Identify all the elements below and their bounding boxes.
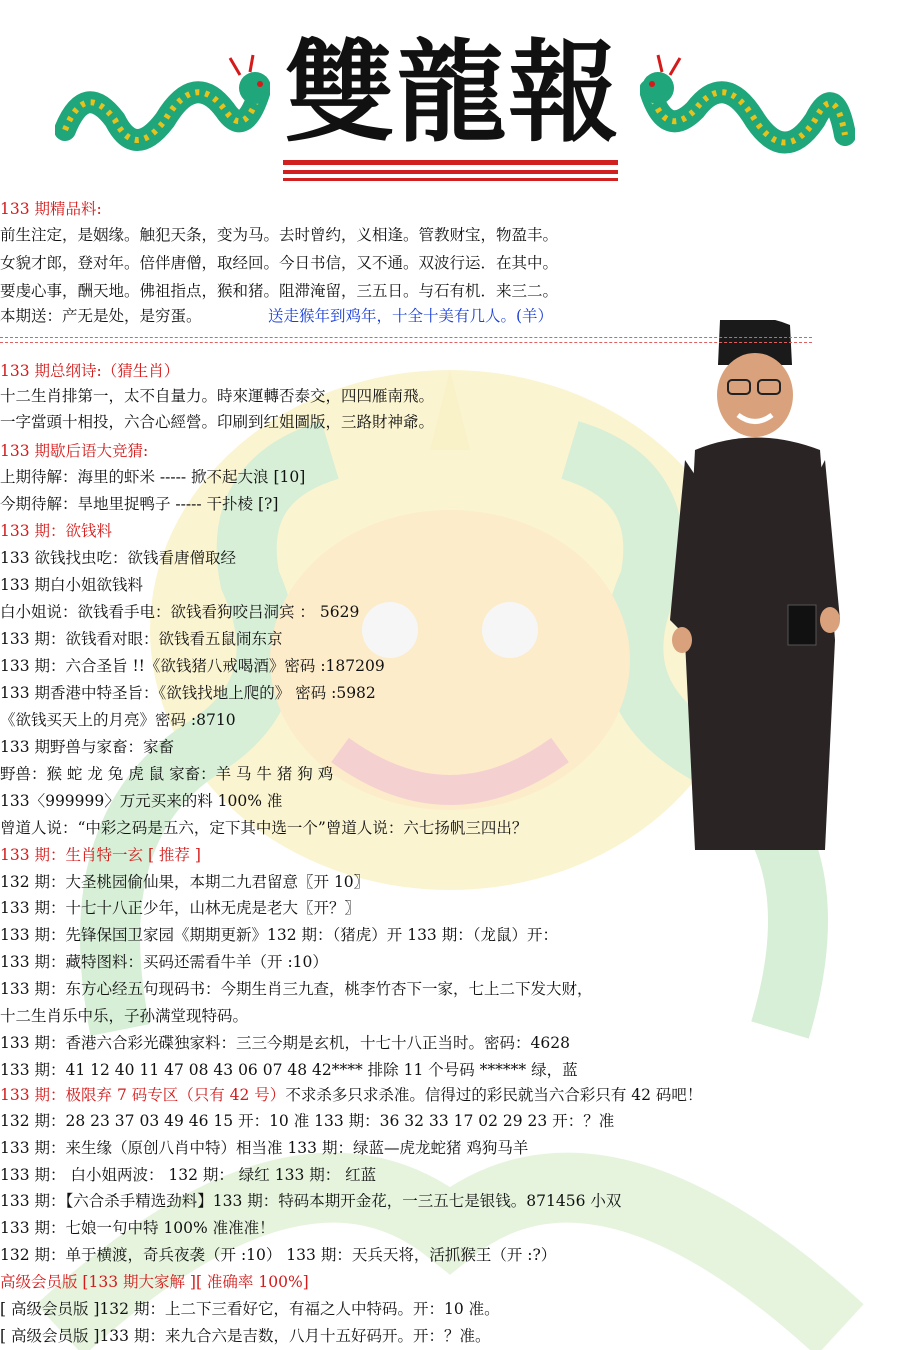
- text-line: 133 欲钱找虫吃：欲钱看唐僧取经: [0, 549, 237, 567]
- man-portrait-image: [670, 320, 845, 850]
- text-line: 133 期：香港六合彩光碟独家料：三三今期是玄机，十七十八正当时。密码：4628: [0, 1034, 570, 1052]
- text-line: 133 期：先锋保国卫家园《期期更新》132 期：（猪虎）开 133 期：（龙鼠）开：: [0, 926, 558, 944]
- title-underline: [283, 160, 618, 165]
- dashed-divider: [0, 337, 812, 343]
- text-line: 133 期：41 12 40 11 47 08 43 06 07 48 42**** 排除 11 个号码 ****** 绿，蓝: [0, 1061, 578, 1079]
- text-line: 白小姐说：欲钱看手电：欲钱看狗咬吕洞宾 ： 5629: [0, 603, 360, 621]
- text-line: 132 期：大圣桃园偷仙果，本期二九君留意〖开 10〗: [0, 873, 370, 891]
- text-line: 133 期：藏特图料：买码还需看牛羊（开 :10）: [0, 953, 328, 971]
- text-line: 十二生肖乐中乐，子孙满堂现特码。: [0, 1007, 249, 1025]
- title-underline: [283, 170, 618, 174]
- title-underline: [283, 178, 618, 181]
- text-line: [ 高级会员版 ]133 期：来九合六是吉数，八月十五好码开。开：？准。: [0, 1327, 491, 1345]
- text-line: 133 期总纲诗:（猜生肖）: [0, 362, 180, 380]
- text-line: [0, 1084, 702, 1106]
- text-line: 133〈999999〉万元买来的料 100% 准: [0, 792, 283, 810]
- text-line: 曾道人说：“中彩之码是五六，定下其中选一个”曾道人说：六七扬帆三四出？: [0, 819, 528, 837]
- text-line: 前生注定，是姻缘。触犯天条，变为马。去时曾约，义相逢。管教财宝，物盈丰。: [0, 226, 559, 244]
- text-line: 《欲钱买天上的月亮》密码 :8710: [0, 711, 236, 729]
- text-red: 极限弃 7 码专区（只有 42 号）: [65, 1086, 286, 1104]
- text-plain: 不求杀多只求杀准。信得过的彩民就当六合彩只有 42 码吧！: [285, 1086, 703, 1104]
- text-line: 女貌才郎，登对年。倍伴唐僧，取经回。今日书信，又不通。双波行运．在其中。: [0, 254, 559, 272]
- text-line: 133 期：欲钱料: [0, 522, 113, 540]
- newspaper-title: 雙龍報: [284, 28, 621, 157]
- text-line: 上期待解：海里的虾米 ----- 掀不起大浪 [10]: [0, 468, 306, 486]
- text-line: 一字當頭十相投，六合心經營。印刷到红姐圖版，三路財神爺。: [0, 413, 435, 431]
- text-line: 133 期： 白小姐两波： 132 期： 绿红 133 期： 红蓝: [0, 1166, 377, 1184]
- text-line: 133 期野兽与家畜：家畜: [0, 738, 175, 756]
- text-line: 133 期白小姐欲钱料: [0, 576, 144, 594]
- text-line: 133 期歇后语大竞猜:: [0, 442, 149, 460]
- text-line: 本期送：产无是处，是穷蛋。: [0, 307, 202, 325]
- text-line: 133 期：生肖特一玄 [ 推荐 ]: [0, 846, 201, 864]
- text-line: 野兽：猴 蛇 龙 兔 虎 鼠 家畜：羊 马 牛 猪 狗 鸡: [0, 765, 334, 783]
- text-line: 133 期：东方心经五句现码书：今期生肖三九查，桃李竹杏下一家，七上二下发大财，: [0, 980, 593, 998]
- text-line: 132 期：28 23 37 03 49 46 15 开：10 准 133 期：36 32 33 17 02 29 23 开：？准: [0, 1112, 615, 1130]
- text-line: [ 高级会员版 ]132 期：上二下三看好它，有福之人中特码。开：10 准。: [0, 1300, 500, 1318]
- masthead: [0, 0, 900, 195]
- text-line: 133 期精品料:: [0, 200, 102, 218]
- text-line: 133 期：十七十八正少年，山林无虎是老大〖开？〗: [0, 899, 361, 917]
- text-line: 133 期：来生缘（原创八肖中特）相当准 133 期：绿蓝—虎龙蛇猪 鸡狗马羊: [0, 1139, 529, 1157]
- text-line: 十二生肖排第一，太不自量力。時來運轉否泰交，四四雁南飛。: [0, 387, 435, 405]
- text-line: 132 期：单于横渡，奇兵夜袭（开 :10） 133 期：天兵天将，活抓猴王（开 :?）: [0, 1246, 557, 1264]
- text-line: 今期待解：旱地里捉鸭子 ----- 干扑棱 [?]: [0, 495, 279, 513]
- text-line: 高级会员版 [133 期大家解 ][ 准确率 100%]: [0, 1273, 309, 1291]
- text-line: 133 期：欲钱看对眼：欲钱看五鼠闹东京: [0, 630, 283, 648]
- text-line: 133 期：六合圣旨 !!《欲钱猪八戒喝酒》密码 :187209: [0, 657, 385, 675]
- text-line: 要虔心事，酬天地。佛祖指点，猴和猪。阻滞淹留，三五日。与石有机．来三二。: [0, 282, 559, 300]
- text-red: 133 期：: [0, 1086, 66, 1104]
- highlight-text: 送走猴年到鸡年，十全十美有几人。(羊）: [268, 307, 554, 325]
- green-dragon-left-icon: [55, 50, 270, 180]
- green-dragon-right-icon: [640, 50, 855, 180]
- text-line: 133 期香港中特圣旨：《欲钱找地上爬的》 密码 :5982: [0, 684, 376, 702]
- text-line: 133 期：【六合杀手精选劲料】133 期：特码本期开金花，一三五七是银钱。871456 小双: [0, 1192, 622, 1210]
- text-line: 133 期：七娘一句中特 100% 准准准！: [0, 1219, 275, 1237]
